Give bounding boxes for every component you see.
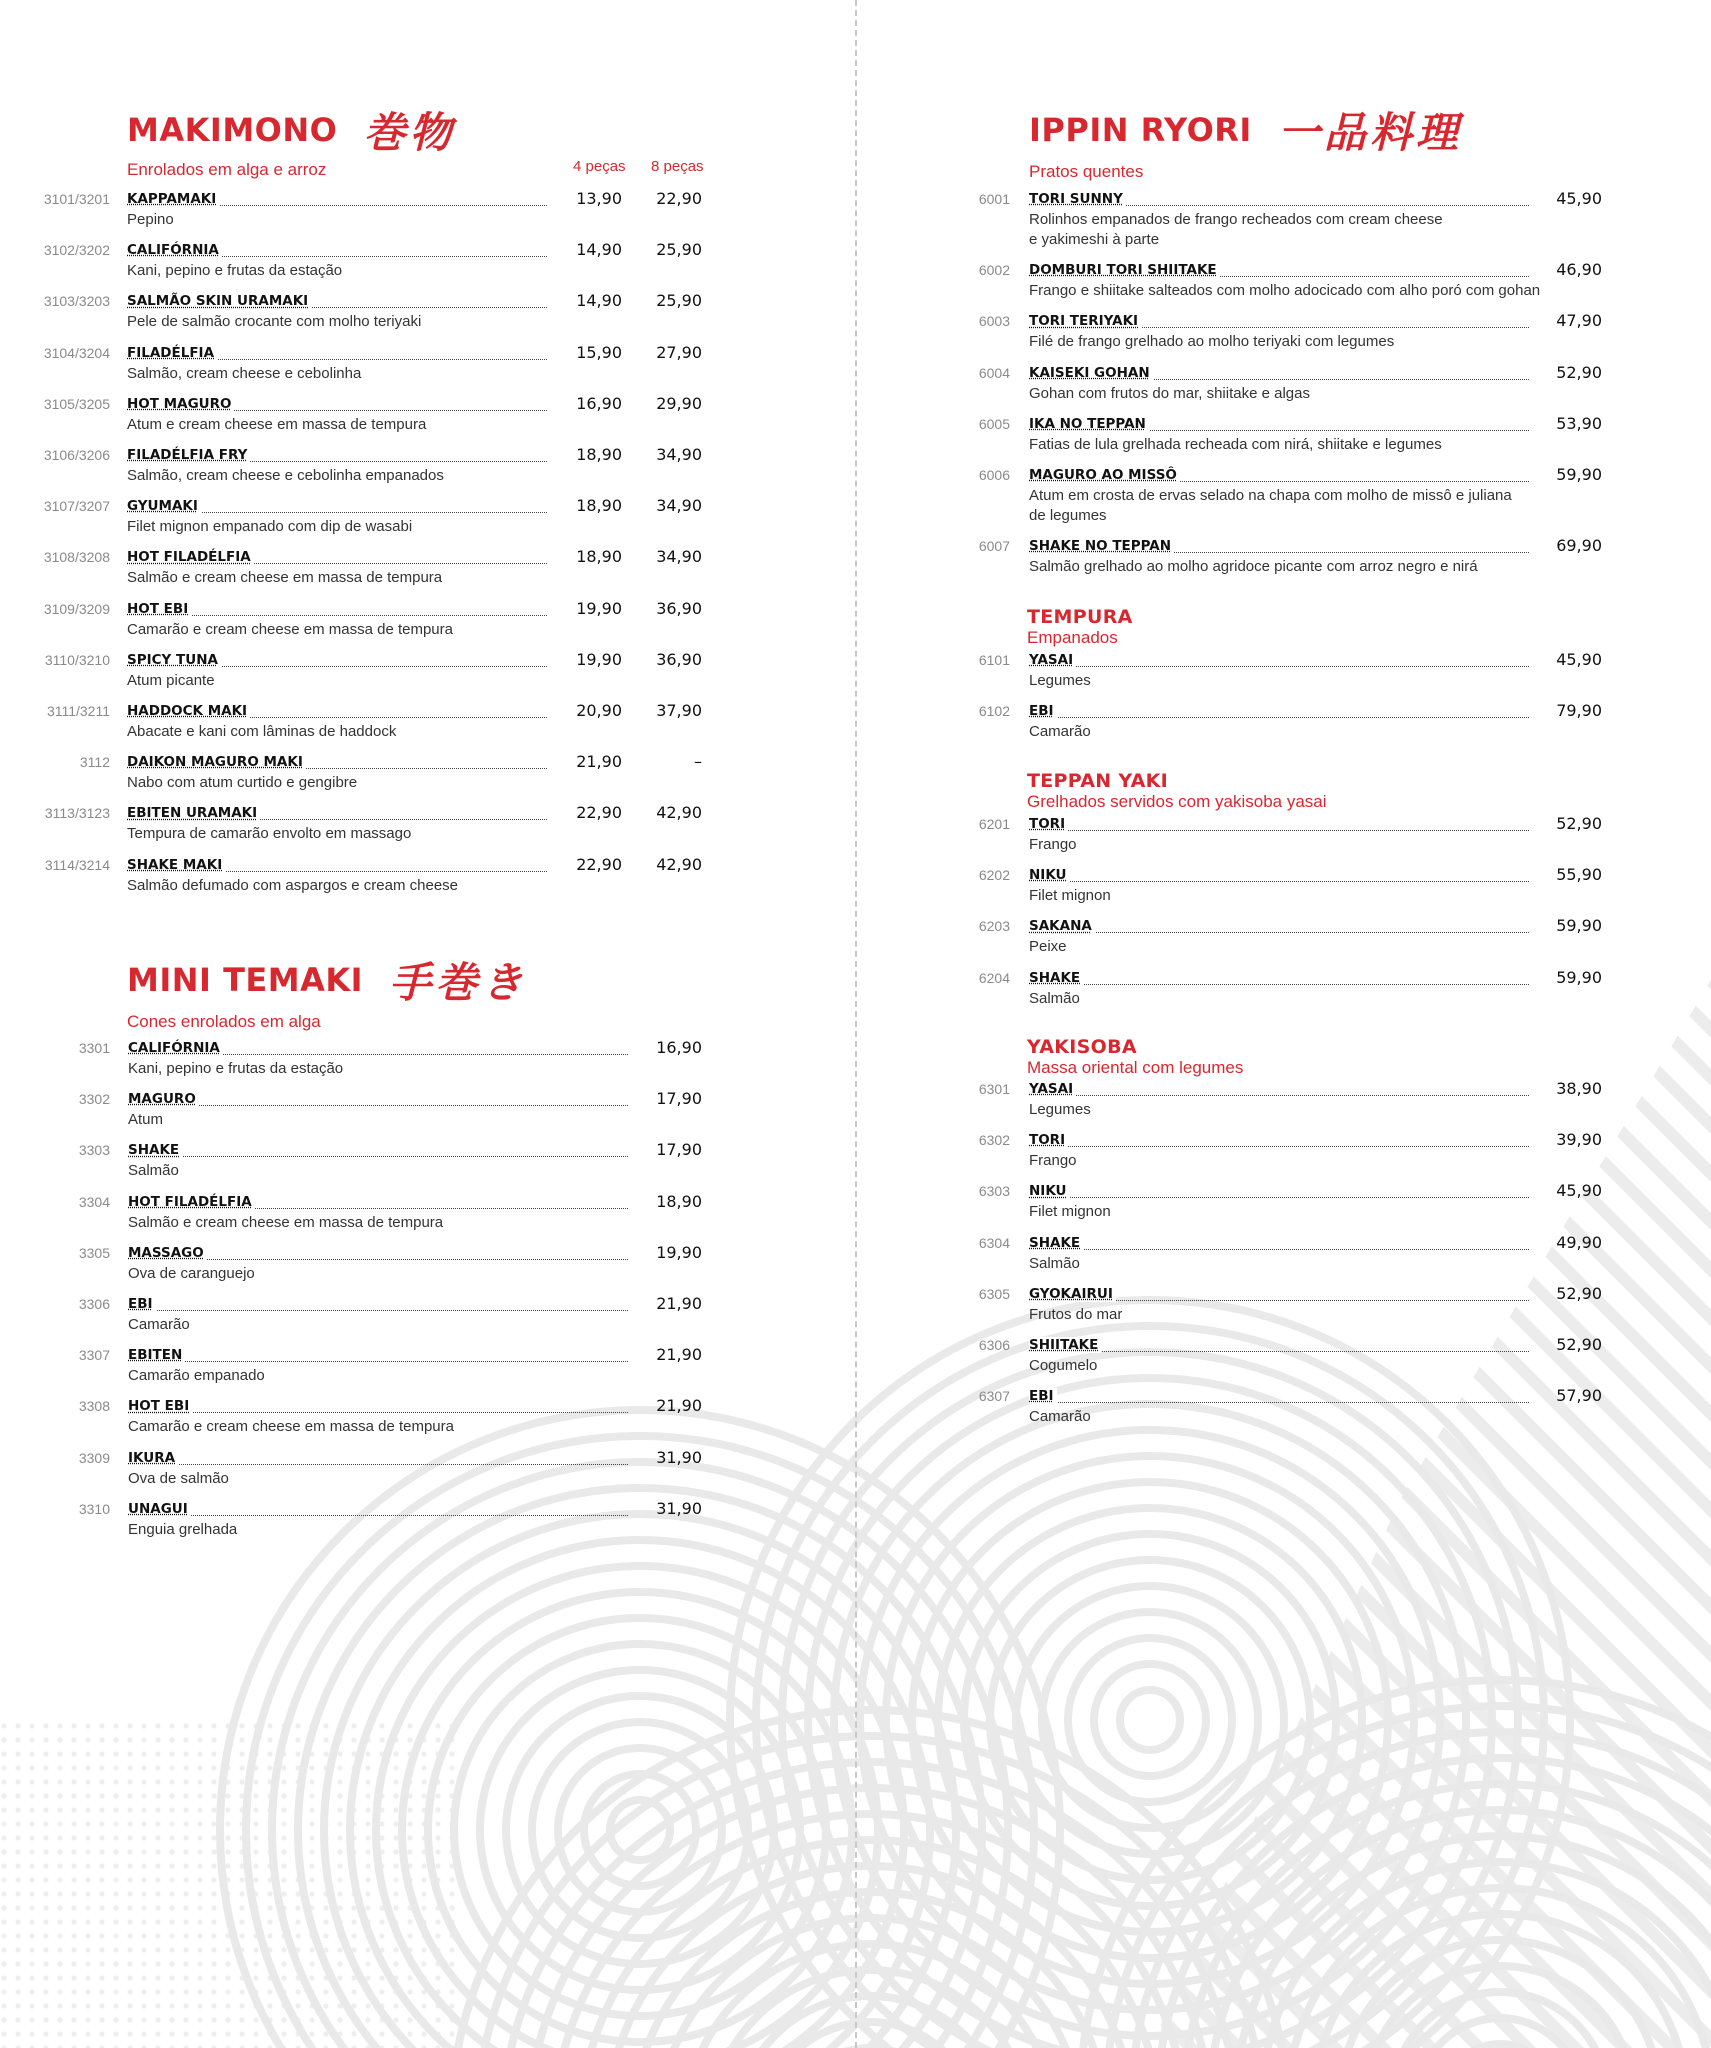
price-4-pecas: 20,90 (576, 701, 622, 720)
item-description: Pele de salmão crocante com molho teriyaki (127, 313, 422, 331)
item-price: 31,90 (656, 1498, 702, 1518)
tempura-subtitle: Empanados (1027, 628, 1118, 647)
item-description: Camarão (1029, 723, 1091, 741)
price-4-pecas: 22,90 (576, 803, 622, 823)
price-8-pecas: 25,90 (656, 291, 702, 311)
item-price: 59,90 (1556, 967, 1602, 987)
item-code: 3107/3207 (43, 498, 110, 515)
price-8-pecas: 22,90 (656, 189, 702, 208)
item-name: KAISEKI GOHAN (1029, 365, 1153, 381)
yakisoba-header (1027, 1036, 1243, 1078)
item-description-line2: de legumes (1029, 507, 1107, 524)
item-price: 45,90 (1556, 1181, 1602, 1201)
item-code: 6005 (978, 415, 1010, 432)
item-code: 6304 (978, 1234, 1010, 1251)
dotted-leader (1029, 932, 1529, 933)
item-name: SHAKE (128, 1142, 182, 1158)
dotted-leader (1029, 1249, 1529, 1250)
item-name: CALIFÓRNIA (127, 242, 222, 258)
item-description: Gohan com frutos do mar, shiitake e algas (1029, 384, 1310, 402)
item-description: Filet mignon empanado com dip de wasabi (127, 518, 413, 536)
ippin-title: IPPIN RYORI (1029, 111, 1252, 149)
makimono-kanji: 巻物 (363, 108, 456, 157)
item-name: GYUMAKI (127, 498, 201, 514)
item-price: 52,90 (1556, 1283, 1602, 1303)
item-description: Frutos do mar (1029, 1305, 1123, 1323)
dotted-leader (1029, 1351, 1529, 1352)
item-description: Filet mignon (1029, 887, 1111, 905)
item-price: 47,90 (1556, 311, 1602, 331)
item-name: SHAKE NO TEPPAN (1029, 538, 1174, 554)
item-price: 17,90 (656, 1089, 702, 1109)
item-price: 46,90 (1556, 260, 1602, 280)
item-description: Abacate e kani com lâminas de haddock (127, 723, 397, 740)
item-name: EBITEN (128, 1347, 185, 1363)
price-4-pecas: 14,90 (576, 291, 622, 311)
item-code: 3303 (78, 1142, 110, 1159)
item-name: MASSAGO (128, 1245, 207, 1261)
item-description: Rolinhos empanados de frango recheados com cream cheese (1029, 211, 1443, 228)
item-code: 3105/3205 (43, 395, 110, 412)
item-code: 6203 (978, 918, 1010, 935)
item-description: Camarão empanado (128, 1367, 265, 1385)
item-price: 53,90 (1556, 413, 1602, 433)
item-code: 3309 (78, 1449, 110, 1466)
item-name: EBI (128, 1296, 156, 1312)
price-8-pecas: 27,90 (656, 342, 702, 362)
dotted-leader (1029, 830, 1529, 831)
item-code: 6001 (978, 191, 1010, 207)
item-code: 6007 (978, 538, 1010, 555)
item-price: 59,90 (1556, 465, 1602, 484)
temaki-subtitle: Cones enrolados em alga (127, 1012, 321, 1031)
temaki-kanji: 手巻き (389, 958, 528, 1007)
item-description: Fatias de lula grelhada recheada com nirá, shiitake e legumes (1029, 435, 1442, 453)
item-description: Salmão (1029, 1254, 1080, 1272)
item-name: SPICY TUNA (127, 652, 221, 668)
item-description: Enguia grelhada (128, 1520, 238, 1538)
item-price: 52,90 (1556, 814, 1602, 833)
teppan-title: TEPPAN YAKI (1027, 770, 1169, 792)
item-price: 38,90 (1556, 1079, 1602, 1098)
item-description: Legumes (1029, 672, 1091, 689)
item-description: Salmão grelhado ao molho agridoce picante com arroz negro e nirá (1029, 558, 1478, 576)
item-price: 39,90 (1556, 1130, 1602, 1150)
item-name: HOT EBI (128, 1398, 192, 1414)
dotted-leader (1029, 881, 1529, 882)
price-4-pecas: 21,90 (576, 752, 622, 772)
price-8-pecas: 34,90 (656, 445, 702, 464)
item-description: Pepino (127, 211, 174, 228)
temaki-title: MINI TEMAKI (127, 961, 364, 999)
item-code: 6303 (978, 1183, 1010, 1200)
dotted-leader (1029, 984, 1529, 985)
item-name: MAGURO AO MISSÔ (1029, 467, 1180, 483)
item-name: YASAI (1029, 652, 1076, 668)
item-name: HOT EBI (127, 601, 191, 617)
ippin-kanji: 一品料理 (1277, 108, 1462, 157)
item-description: Camarão e cream cheese em massa de tempura (127, 620, 453, 638)
item-name: IKURA (128, 1450, 178, 1466)
yakisoba-subtitle: Massa oriental com legumes (1027, 1058, 1244, 1077)
item-name: MAGURO (128, 1091, 199, 1107)
item-code: 3307 (78, 1347, 110, 1364)
item-code: 6202 (978, 867, 1010, 884)
item-name: SHAKE MAKI (127, 857, 225, 873)
item-description: Salmão, cream cheese e cebolinha (127, 364, 362, 382)
item-description: Peixe (1029, 938, 1067, 956)
header-4-pecas: 4 peças (573, 158, 626, 175)
makimono-title: MAKIMONO (127, 111, 338, 149)
section-title (1029, 100, 1462, 160)
item-code: 6204 (978, 969, 1010, 986)
item-price: 59,90 (1556, 916, 1602, 936)
item-name: FILADÉLFIA FRY (127, 447, 250, 463)
item-price: 18,90 (656, 1191, 702, 1211)
teppan-header (1027, 770, 1327, 812)
item-code: 3112 (79, 754, 110, 771)
item-name: YASAI (1029, 1081, 1076, 1097)
item-name: TORI (1029, 1132, 1068, 1148)
item-price: 55,90 (1556, 865, 1602, 885)
item-code: 6306 (978, 1337, 1010, 1353)
item-description: Atum em crosta de ervas selado na chapa com molho de missô e juliana (1029, 487, 1512, 504)
item-name: CALIFÓRNIA (128, 1040, 223, 1056)
item-description: Kani, pepino e frutas da estação (128, 1060, 344, 1077)
item-name: HOT FILADÉLFIA (128, 1194, 255, 1210)
item-code: 3310 (78, 1500, 110, 1517)
teppan-subtitle: Grelhados servidos com yakisoba yasai (1027, 792, 1327, 811)
item-name: FILADÉLFIA (127, 345, 217, 361)
item-code: 3113/3123 (44, 805, 110, 822)
item-price: 45,90 (1556, 189, 1602, 208)
price-4-pecas: 18,90 (576, 496, 622, 516)
item-name: SHAKE (1029, 1235, 1083, 1251)
item-price: 21,90 (656, 1396, 702, 1416)
item-price: 21,90 (656, 1345, 702, 1365)
item-code: 3109/3209 (43, 600, 110, 617)
item-description: Filé de frango grelhado ao molho teriyaki com legumes (1029, 333, 1395, 351)
item-name: DAIKON MAGURO MAKI (127, 754, 306, 770)
dotted-leader (1029, 1095, 1529, 1096)
item-name: SALMÃO SKIN URAMAKI (127, 293, 311, 309)
item-price: 57,90 (1556, 1386, 1602, 1406)
item-code: 6003 (978, 313, 1010, 330)
item-code: 3304 (78, 1193, 110, 1210)
price-4-pecas: 18,90 (576, 547, 622, 567)
yakisoba-title: YAKISOBA (1027, 1036, 1137, 1058)
item-price: 16,90 (656, 1038, 702, 1057)
item-description: Salmão e cream cheese em massa de tempura (128, 1213, 444, 1231)
item-code: 3302 (78, 1091, 110, 1108)
dotted-leader (1029, 1402, 1529, 1403)
item-code: 3306 (78, 1296, 110, 1312)
item-description: Salmão, cream cheese e cebolinha empanados (127, 467, 444, 484)
item-description: Atum picante (127, 671, 215, 689)
price-4-pecas: 16,90 (576, 393, 622, 413)
item-name: SAKANA (1029, 918, 1095, 934)
item-code: 3103/3203 (43, 293, 110, 310)
item-name: HOT FILADÉLFIA (127, 549, 254, 565)
item-code: 3104/3204 (43, 344, 110, 361)
item-name: HADDOCK MAKI (127, 703, 250, 719)
price-8-pecas: 25,90 (656, 240, 702, 260)
price-8-pecas: 34,90 (656, 496, 702, 516)
price-8-pecas: 36,90 (656, 598, 702, 618)
item-description: Legumes (1029, 1101, 1091, 1118)
item-price: 49,90 (1556, 1232, 1602, 1252)
item-code: 3114/3214 (44, 856, 110, 873)
price-4-pecas: 15,90 (576, 342, 622, 362)
item-description: Salmão e cream cheese em massa de tempura (127, 569, 443, 587)
item-name: SHAKE (1029, 970, 1083, 986)
item-price: 17,90 (656, 1140, 702, 1160)
price-8-pecas: – (694, 752, 702, 772)
tempura-header (1027, 606, 1133, 648)
price-4-pecas: 19,90 (576, 649, 622, 669)
item-code: 6305 (978, 1285, 1010, 1302)
item-code: 3110/3210 (44, 651, 110, 668)
item-code: 3305 (78, 1244, 110, 1261)
item-code: 3101/3201 (43, 191, 110, 207)
item-price: 52,90 (1556, 1335, 1602, 1354)
item-price: 52,90 (1556, 362, 1602, 382)
ippin-subtitle: Pratos quentes (1029, 162, 1144, 181)
item-code: 6101 (978, 652, 1010, 668)
item-description: Salmão (128, 1162, 179, 1180)
item-name: SHIITAKE (1029, 1337, 1101, 1353)
item-name: TORI TERIYAKI (1029, 313, 1141, 329)
ippin-header (1029, 100, 1462, 182)
tempura-title: TEMPURA (1027, 606, 1133, 628)
item-code: 6307 (978, 1388, 1010, 1405)
dotted-leader (1029, 666, 1529, 667)
dotted-leader (1029, 1146, 1529, 1147)
item-name: IKA NO TEPPAN (1029, 416, 1149, 432)
item-description: Ova de caranguejo (128, 1264, 255, 1282)
item-price: 79,90 (1556, 701, 1602, 721)
item-code: 6006 (978, 467, 1010, 483)
item-price: 21,90 (656, 1294, 702, 1313)
item-name: TORI (1029, 816, 1068, 832)
item-name: EBI (1029, 1388, 1057, 1404)
item-name: TORI SUNNY (1029, 191, 1126, 207)
price-8-pecas: 42,90 (656, 854, 702, 874)
price-4-pecas: 19,90 (576, 598, 622, 618)
price-8-pecas: 34,90 (656, 547, 702, 567)
makimono-subtitle: Enrolados em alga e arroz (127, 160, 327, 179)
item-name: NIKU (1029, 867, 1070, 883)
price-8-pecas: 36,90 (656, 649, 702, 669)
item-code: 3308 (78, 1398, 110, 1415)
header-8-pecas: 8 peças (651, 158, 704, 175)
item-description: Filet mignon (1029, 1203, 1111, 1221)
item-name: GYOKAIRUI (1029, 1286, 1116, 1302)
item-name: EBI (1029, 703, 1057, 719)
item-name: NIKU (1029, 1183, 1070, 1199)
item-description: Frango (1029, 1152, 1077, 1170)
item-description: Tempura de camarão envolto em massago (127, 825, 412, 843)
item-name: UNAGUI (128, 1501, 191, 1517)
item-description: Camarão (128, 1316, 190, 1333)
item-code: 6302 (978, 1132, 1010, 1149)
item-code: 6201 (978, 816, 1010, 832)
item-name: KAPPAMAKI (127, 191, 219, 207)
item-price: 19,90 (656, 1242, 702, 1262)
item-description: Camarão (1029, 1408, 1091, 1426)
price-8-pecas: 29,90 (656, 393, 702, 413)
item-code: 6002 (978, 262, 1010, 279)
item-code: 6102 (978, 703, 1010, 720)
item-code: 6004 (978, 364, 1010, 381)
item-description: Salmão defumado com aspargos e cream cheese (127, 876, 459, 894)
price-8-pecas: 42,90 (656, 803, 702, 823)
dotted-leader (1029, 717, 1529, 718)
item-price: 45,90 (1556, 650, 1602, 669)
item-description: Kani, pepino e frutas da estação (127, 262, 343, 280)
item-code: 3108/3208 (43, 549, 110, 566)
item-description: Frango (1029, 836, 1077, 853)
item-code: 3106/3206 (43, 447, 110, 463)
item-price: 69,90 (1556, 536, 1602, 556)
item-description: Frango e shiitake salteados com molho adocicado com alho poró com gohan (1029, 282, 1541, 300)
item-code: 3301 (78, 1040, 110, 1056)
item-description: Cogumelo (1029, 1357, 1098, 1374)
price-4-pecas: 13,90 (576, 189, 622, 208)
item-code: 3111/3211 (46, 703, 110, 719)
price-4-pecas: 22,90 (576, 854, 622, 874)
price-4-pecas: 14,90 (576, 240, 622, 260)
item-name: DOMBURI TORI SHIITAKE (1029, 262, 1220, 278)
item-code: 6301 (978, 1081, 1010, 1097)
item-description: Atum e cream cheese em massa de tempura (127, 415, 427, 433)
price-8-pecas: 37,90 (656, 701, 702, 720)
item-name: EBITEN URAMAKI (127, 805, 260, 821)
item-price: 31,90 (656, 1447, 702, 1467)
dotted-leader (1029, 1197, 1529, 1198)
item-description: Ova de salmão (128, 1469, 229, 1487)
item-name: HOT MAGURO (127, 396, 234, 412)
item-description: Camarão e cream cheese em massa de tempura (128, 1418, 454, 1436)
item-description: Nabo com atum curtido e gengibre (127, 774, 358, 792)
item-description-line2: e yakimeshi à parte (1029, 231, 1160, 248)
price-4-pecas: 18,90 (576, 445, 622, 464)
item-description: Atum (128, 1111, 164, 1129)
item-description: Salmão (1029, 989, 1080, 1007)
item-code: 3102/3202 (43, 242, 110, 259)
